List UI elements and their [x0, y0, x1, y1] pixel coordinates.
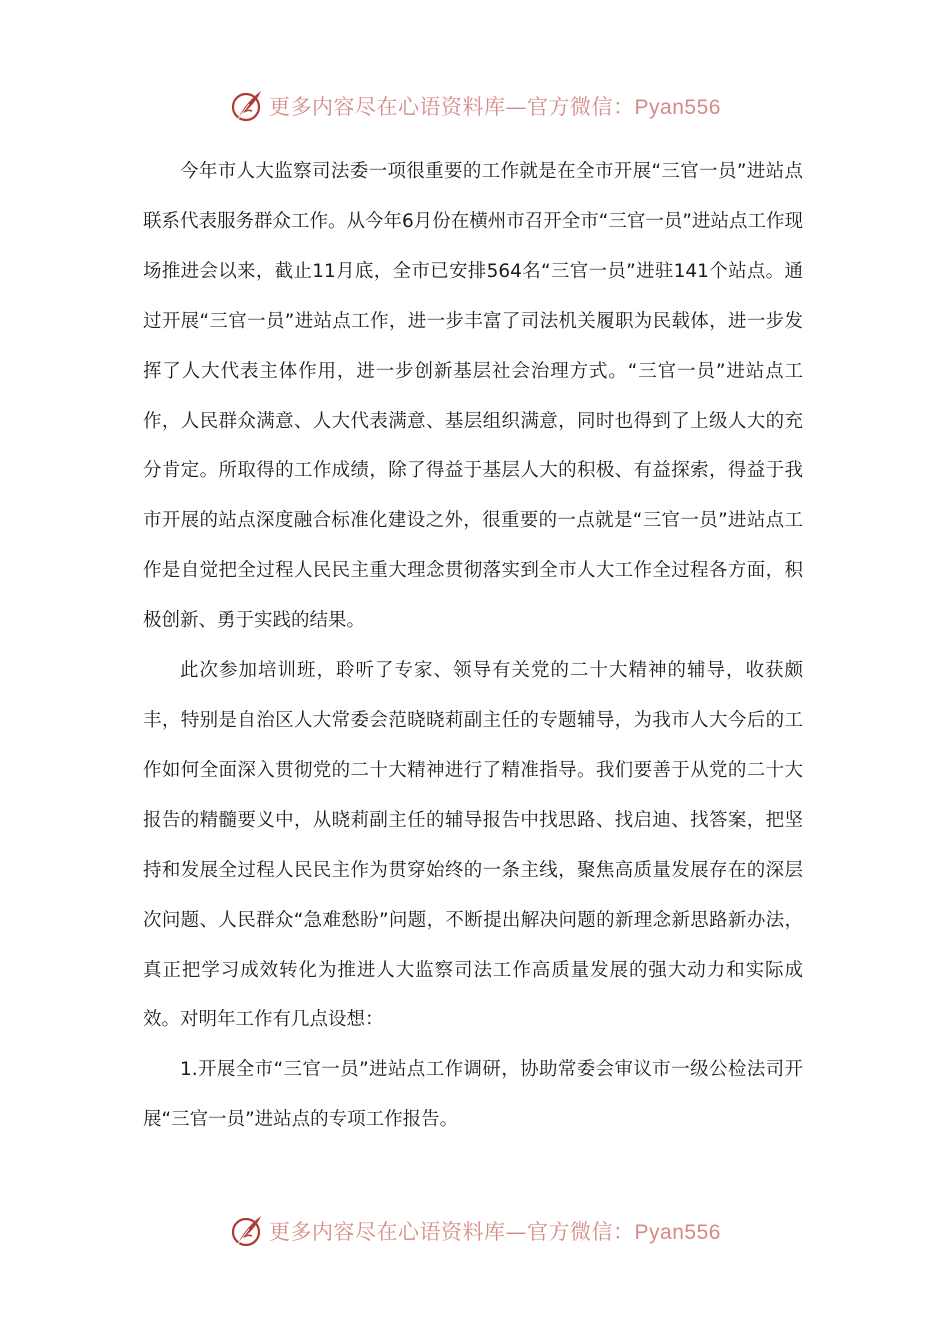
- footer-banner: [0, 1211, 950, 1251]
- header-banner: [0, 86, 950, 126]
- paragraph-3: 1.开展全市“三官一员”进站点工作调研，协助常委会审议市一级公检法司开展“三官一员”进站点的专项工作报告。: [143, 1059, 803, 1131]
- header-banner-text: 更多内容尽在心语资料库—官方微信：: [269, 95, 635, 119]
- paragraph-2: 此次参加培训班，聆听了专家、领导有关党的二十大精神的辅导，收获颇丰，特别是自治区人大常委会范晓晓莉副主任的专题辅导，为我市人大今后的工作如何全面深入贯彻党的二十大精神进行了精准指导。我们要善于从党的二十大报告的精髓要义中，从晓莉副主任的辅导报告中找思路、找启迪、找答案，把坚持和发展全过程人民民主作为贯穿始终的一条主线，聚焦高质量发展存在的深层次问题、人民群众“急难愁盼”问题，不断提出解决问题的新理念新思路新办法，真正把学习成效转化为推进人大监察司法工作高质量发展的强大动力和实际成效。对明年工作有几点设想：: [143, 660, 803, 1031]
- footer-wechat-id: Pyan556: [634, 1221, 721, 1244]
- paragraph-1: 今年市人大监察司法委一项很重要的工作就是在全市开展“三官一员”进站点联系代表服务群众工作。从今年6月份在横州市召开全市“三官一员”进站点工作现场推进会以来，截止11月底，全市已安排564名“三官一员”进驻141个站点。通过开展“三官一员”进站点工作，进一步丰富了司法机关履职为民载体，进一步发挥了人大代表主体作用，进一步创新基层社会治理方式。“三官一员”进站点工作，人民群众满意、人大代表满意、基层组织满意，同时也得到了上级人大的充分肯定。所取得的工作成绩，除了得益于基层人大的积极、有益探索，得益于我市开展的站点深度融合标准化建设之外，很重要的一点就是“三官一员”进站点工作是自觉把全过程人民民主重大理念贯彻落实到全市人大工作全过程各方面，积极创新、勇于实践的结果。: [143, 161, 803, 632]
- feather-pen-logo-icon: [229, 1213, 265, 1249]
- header-wechat-id: Pyan556: [634, 96, 721, 119]
- footer-banner-text: 更多内容尽在心语资料库—官方微信：: [269, 1220, 635, 1244]
- feather-pen-logo-icon: [229, 88, 265, 124]
- document-body: [143, 147, 803, 1145]
